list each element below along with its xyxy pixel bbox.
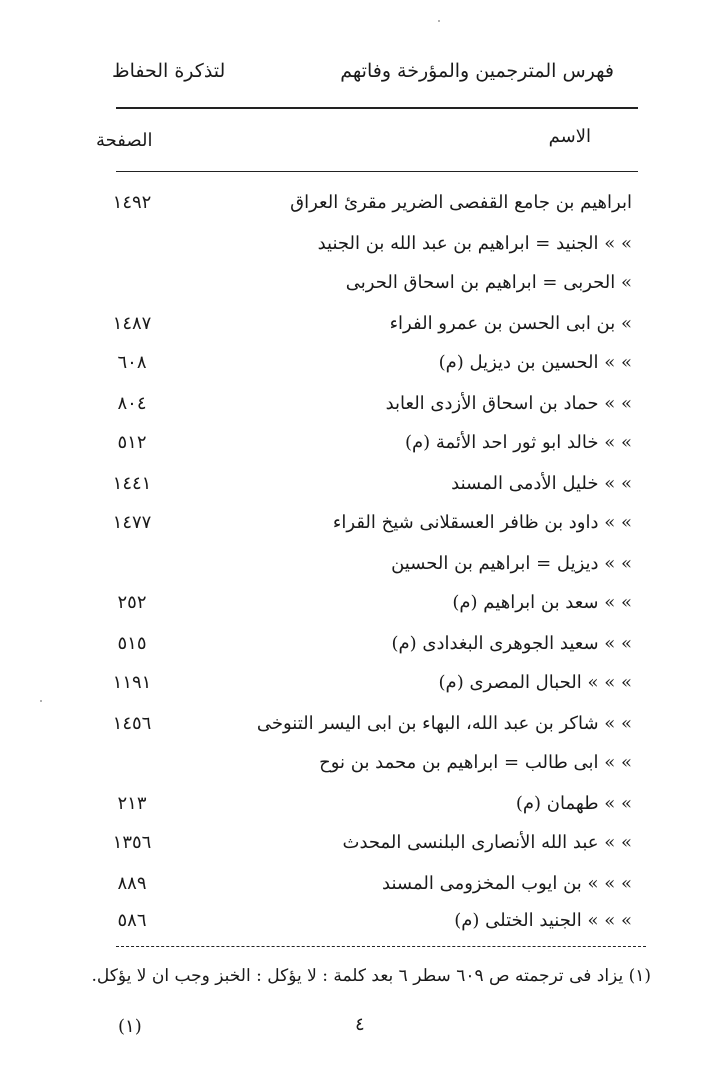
list-item (80, 348, 632, 382)
paper-speck (40, 700, 42, 702)
page-number: ٤ (355, 1014, 365, 1035)
entry-name: » الحربى = ابراهيم بن اسحاق الحربى (345, 272, 632, 293)
list-item (80, 428, 632, 462)
entry-name: » » خليل الأدمى المسند (451, 473, 632, 494)
entry-page: ٢٥٢ (117, 592, 147, 613)
entry-page: ٦٠٨ (117, 352, 147, 373)
entry-page: ١٣٥٦ (112, 832, 152, 853)
entry-page: ١٤٤١ (112, 473, 152, 494)
top-rule (116, 107, 638, 109)
list-item (80, 828, 632, 862)
entry-name: » بن ابى الحسن بن عمرو الفراء (389, 313, 632, 334)
entry-name: » » خالد ابو ثور احد الأئمة (م) (404, 432, 632, 453)
list-item (80, 508, 632, 542)
list-item (80, 268, 632, 302)
entry-name: » » عبد الله الأنصارى البلنسى المحدث (342, 832, 632, 853)
entry-page: ١٤٩٢ (112, 192, 152, 213)
list-item (80, 549, 632, 583)
header-rule (116, 171, 638, 172)
entry-name: » » داود بن ظافر العسقلانى شيخ القراء (332, 512, 632, 533)
list-item (80, 869, 632, 903)
entry-name: » » » بن ايوب المخزومى المسند (382, 873, 632, 894)
list-item (80, 629, 632, 663)
entry-page: ٥١٢ (117, 432, 147, 453)
column-header-page: الصفحة (96, 130, 153, 151)
entry-page: ١٤٧٧ (112, 512, 152, 533)
list-item (80, 668, 632, 702)
paper-speck (438, 20, 440, 22)
entry-page: ٥٨٦ (117, 910, 147, 931)
list-item (80, 188, 632, 222)
list-item (80, 789, 632, 823)
list-item (80, 709, 632, 743)
footnote: (١) يزاد فى ترجمته ص ٦٠٩ سطر ٦ بعد كلمة : لا يؤكل : الخبز وجب ان لا يؤكل. (91, 966, 651, 986)
entry-name: » » » الحبال المصرى (م) (438, 672, 632, 693)
entry-page: ١١٩١ (112, 672, 152, 693)
entry-page: ٥١٥ (117, 633, 147, 654)
list-item (80, 906, 632, 940)
entry-page: ١٤٥٦ (112, 713, 152, 734)
entry-name: » » سعد بن ابراهيم (م) (452, 592, 632, 613)
entry-page: ٢١٣ (117, 793, 147, 814)
entry-name: » » شاكر بن عبد الله، البهاء بن ابى اليسر التنوخى (256, 713, 632, 734)
list-item (80, 748, 632, 782)
running-title: فهرس المترجمين والمؤرخة وفاتهم (340, 60, 614, 82)
list-item (80, 389, 632, 423)
entry-name: » » الجنيد = ابراهيم بن عبد الله بن الجنيد (317, 233, 632, 254)
list-item (80, 469, 632, 503)
list-item (80, 309, 632, 343)
book-title: لتذكرة الحفاظ (112, 60, 226, 82)
entry-name: » » حماد بن اسحاق الأزدى العابد (385, 393, 632, 414)
entry-page: ٨٨٩ (117, 873, 147, 894)
entry-name: » » » الجنيد الختلى (م) (454, 910, 632, 931)
footnote-rule (116, 946, 646, 947)
list-item (80, 229, 632, 263)
entry-name: » » طهمان (م) (515, 793, 632, 814)
signature-mark: (١) (118, 1016, 142, 1037)
entry-page: ٨٠٤ (117, 393, 147, 414)
column-header-name: الاسم (548, 126, 591, 147)
entry-page: ١٤٨٧ (112, 313, 152, 334)
entry-name: » » سعيد الجوهرى البغدادى (م) (391, 633, 632, 654)
list-item (80, 588, 632, 622)
entry-name: ابراهيم بن جامع القفصى الضرير مقرئ العراق (290, 192, 632, 213)
entry-name: » » ابى طالب = ابراهيم بن محمد بن نوح (319, 752, 632, 773)
entry-name: » » ديزيل = ابراهيم بن الحسين (391, 553, 632, 574)
entry-name: » » الحسين بن ديزيل (م) (438, 352, 632, 373)
